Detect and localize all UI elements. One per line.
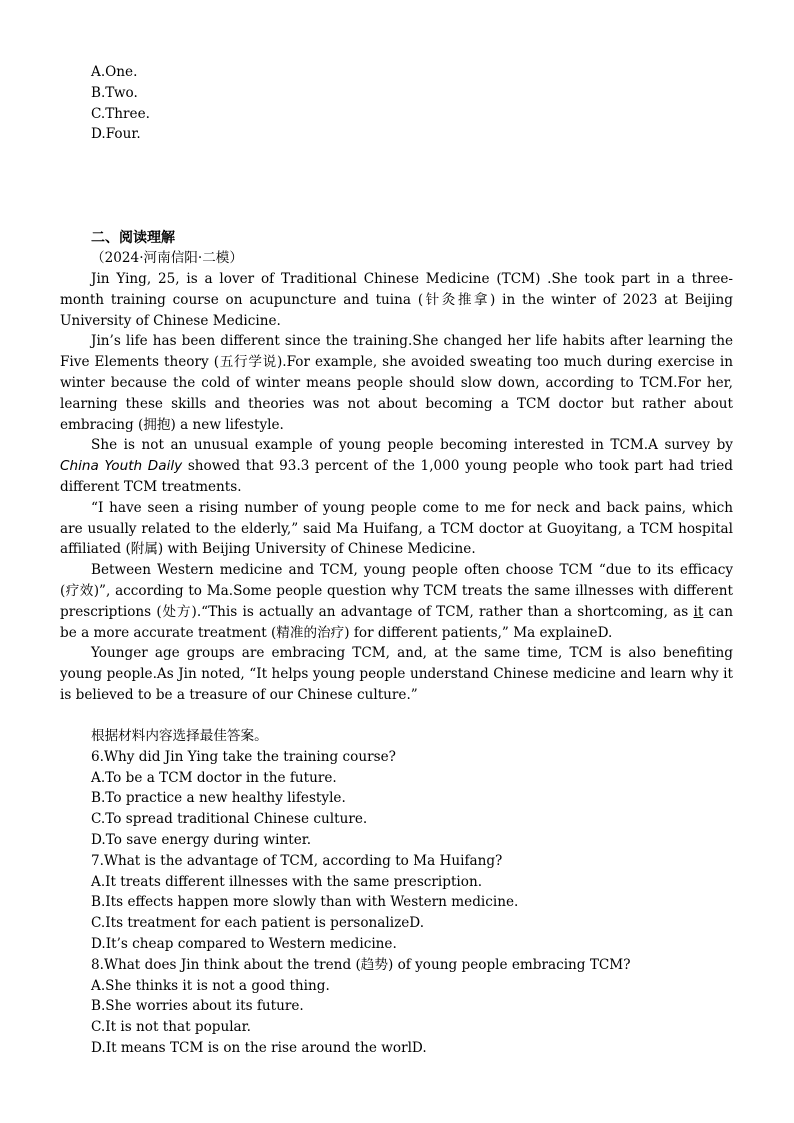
question-8-stem: 8.What does Jin think about the trend (趋势) of young people embracing TCM?: [91, 956, 631, 973]
question-7-option-c[interactable]: C.Its treatment for each patient is personalizeD.: [91, 915, 425, 932]
question-8-option-a[interactable]: A.She thinks it is not a good thing.: [91, 977, 330, 994]
paragraph-3-text-b: showed that 93.3 percent of the 1,000 young people who took part had tried different TCM treatments.: [60, 458, 733, 495]
paragraph-3: [60, 435, 733, 497]
instruction: 根据材料内容选择最佳答案。: [91, 728, 268, 744]
paragraph-2: Jin’s life has been different since the training.She changed her life habits after learning the Five Elements theory (五行学说).For example, she avoided sweating too much during exercise in winter because the cold of winter means people should slow down, according to TCM.For her, learning these skills and theories was not about becoming a TCM doctor but rather about embracing (拥抱) a new lifestyle.: [60, 333, 733, 433]
question-6-stem: 6.Why did Jin Ying take the training course?: [91, 748, 396, 765]
newspaper-title: China Youth Daily: [60, 458, 183, 475]
paragraph-1: Jin Ying, 25, is a lover of Traditional Chinese Medicine (TCM) .She took part in a three-month training course on acupuncture and tuina (针灸推拿) in the winter of 2023 at Beijing University of Chinese Medicine.: [60, 271, 733, 329]
option-b[interactable]: B.Two.: [91, 84, 138, 101]
question-7-option-b[interactable]: B.Its effects happen more slowly than with Western medicine.: [91, 894, 519, 911]
option-d[interactable]: D.Four.: [91, 126, 141, 143]
paragraph-6: Younger age groups are embracing TCM, and, at the same time, TCM is also benefiting young people.As Jin noted, “It helps young people understand Chinese medicine and learn why it is believed to be a treasure of our Chinese culture.”: [60, 645, 733, 703]
paragraph-3-text-a: She is not an unusual example of young people becoming interested in TCM.A survey by: [91, 437, 733, 454]
question-list: [91, 726, 631, 1059]
question-8-option-c[interactable]: C.It is not that popular.: [91, 1019, 251, 1036]
reading-passage: [60, 269, 733, 706]
paragraph-5-text-b: can be a more accurate treatment (精准的治疗) for different patients,” Ma explaineD.: [60, 603, 733, 641]
section-title: 二、阅读理解: [91, 230, 175, 246]
source-note: （2024·河南信阳·二模）: [91, 250, 243, 266]
question-8-option-b[interactable]: B.She worries about its future.: [91, 998, 304, 1015]
underlined-word: it: [693, 603, 704, 620]
question-6-option-b[interactable]: B.To practice a new healthy lifestyle.: [91, 790, 346, 807]
question-7-option-d[interactable]: D.It’s cheap compared to Western medicine.: [91, 935, 397, 952]
question-6-option-d[interactable]: D.To save energy during winter.: [91, 831, 312, 848]
question-7-stem: 7.What is the advantage of TCM, according to Ma Huifang?: [91, 852, 503, 869]
paragraph-4: “I have seen a rising number of young people come to me for neck and back pains, which are usually related to the elderly,” said Ma Huifang, a TCM doctor at Guoyitang, a TCM hospital affiliated (附属) with Beijing University of Chinese Medicine.: [60, 499, 733, 558]
option-c[interactable]: C.Three.: [91, 105, 150, 122]
option-a[interactable]: A.One.: [91, 64, 138, 80]
previous-question-options: [91, 62, 150, 145]
question-6-option-a[interactable]: A.To be a TCM doctor in the future.: [91, 769, 337, 786]
paragraph-5: [60, 560, 733, 643]
question-7-option-a[interactable]: A.It treats different illnesses with the same prescription.: [91, 873, 483, 890]
question-6-option-c[interactable]: C.To spread traditional Chinese culture.: [91, 811, 368, 828]
question-8-option-d[interactable]: D.It means TCM is on the rise around the worlD.: [91, 1039, 427, 1056]
paragraph-5-text-a: Between Western medicine and TCM, young people often choose TCM “due to its efficacy (疗效)”, according to Ma.Some people question why TCM treats the same illnesses with different prescriptions (处方).“This is actually an advantage of TCM, rather than a shortcoming, as: [60, 562, 733, 620]
